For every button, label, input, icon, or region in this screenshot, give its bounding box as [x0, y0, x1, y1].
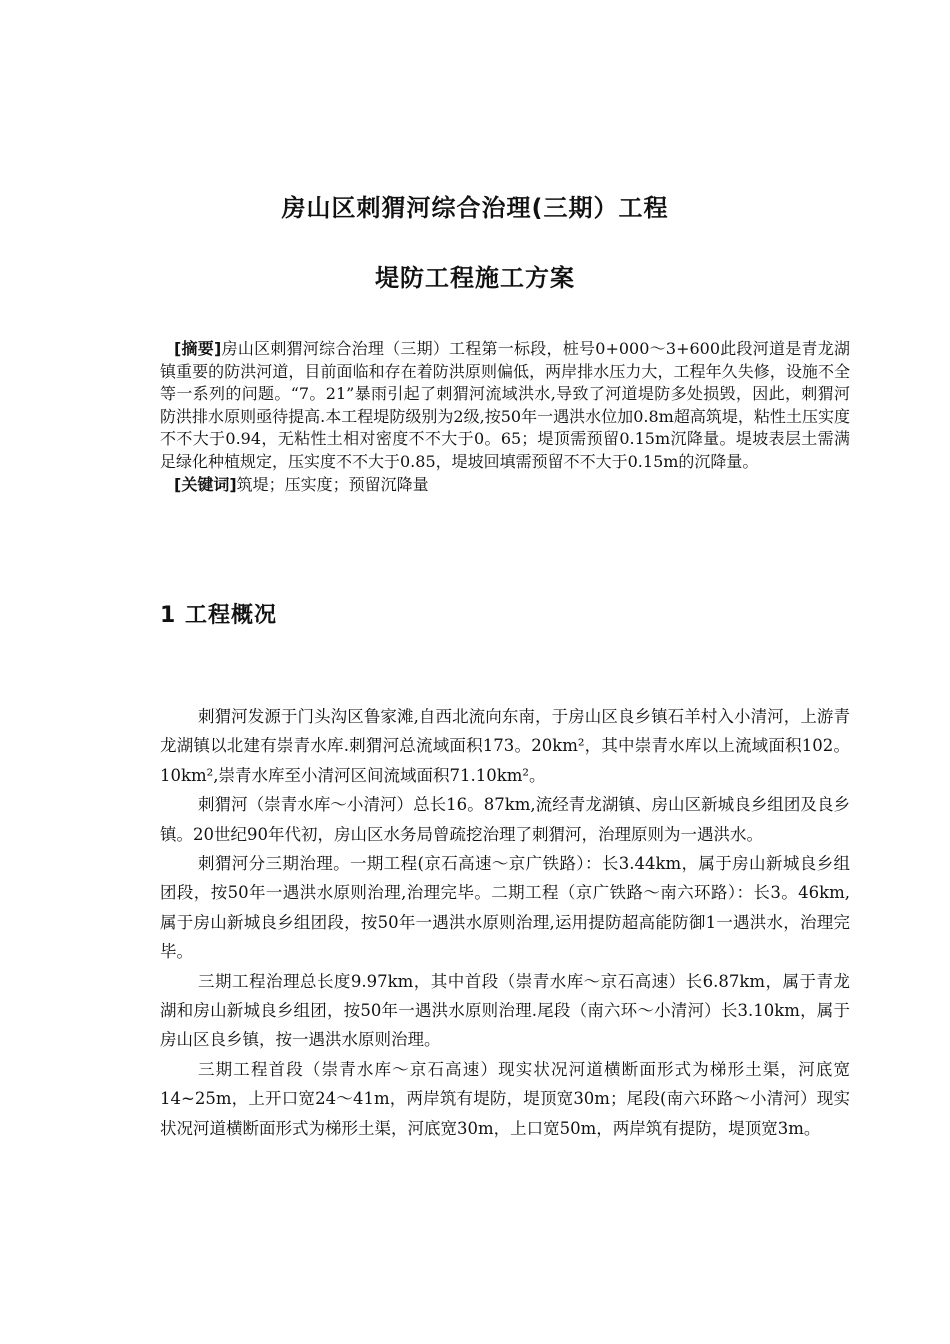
document-subtitle: 堤防工程施工方案 [375, 264, 575, 292]
abstract-block [160, 338, 850, 496]
document-title: 房山区刺猬河综合治理(三期）工程 [281, 194, 669, 222]
body-paragraph: 刺猬河发源于门头沟区鲁家滩,自西北流向东南，于房山区良乡镇石羊村入小清河，上游青龙湖镇以北建有崇青水库.刺猬河总流域面积173。20km²，其中崇青水库以上流域面积102。10km²,崇青水库至小清河区间流域面积71.10km²。 [160, 707, 850, 785]
section-heading: 1 工程概况 [160, 603, 277, 628]
body-paragraph: 刺猬河分三期治理。一期工程(京石高速～京广铁路）：长3.44km，属于房山新城良乡组团段，按50年一遇洪水原则治理,治理完毕。二期工程（京广铁路～南六环路）：长3。46km,属于房山新城良乡组团段，按50年一遇洪水原则治理,运用提防超高能防御1一遇洪水，治理完毕。 [160, 854, 850, 962]
keywords-text: 筑堤；压实度；预留沉降量 [236, 474, 429, 494]
body-paragraph: 刺猬河（崇青水库～小清河）总长16。87km,流经青龙湖镇、房山区新城良乡组团及良乡镇。20世纪90年代初，房山区水务局曾疏挖治理了刺猬河，治理原则为一遇洪水。 [160, 795, 850, 844]
section-body [160, 702, 850, 1143]
keywords-paragraph [160, 474, 850, 497]
abstract-paragraph [160, 338, 850, 474]
body-paragraph: 三期工程首段（崇青水库～京石高速）现实状况河道横断面形式为梯形土渠，河底宽14~25m，上开口宽24～41m，两岸筑有堤防，堤顶宽30m；尾段(南六环路～小清河）现实状况河道横断面形式为梯形土渠，河底宽30m，上口宽50m，两岸筑有提防，堤顶宽3m。 [160, 1059, 850, 1138]
body-paragraph: 三期工程治理总长度9.97km，其中首段（崇青水库～京石高速）长6.87km，属于青龙湖和房山新城良乡组团，按50年一遇洪水原则治理.尾段（南六环～小清河）长3.10km，属于房山区良乡镇，按一遇洪水原则治理。 [160, 971, 850, 1050]
keywords-label: [关键词] [174, 474, 237, 494]
abstract-label: [摘要] [174, 339, 222, 358]
abstract-text: 房山区刺猬河综合治理（三期）工程第一标段，桩号0+000～3+600此段河道是青龙湖镇重要的防洪河道，目前面临和存在着防洪原则偏低，两岸排水压力大，工程年久失修，设施不全等一系列的问题。“7。21”暴雨引起了刺猬河流域洪水,导致了河道堤防多处损毁，因此，刺猬河防洪排水原则亟待提高.本工程堤防级别为2级,按50年一遇洪水位加0.8m超高筑堤，粘性土压实度不不大于0.94，无粘性土相对密度不不大于0。65；堤顶需预留0.15m沉降量。堤坡表层土需满足绿化种植规定，压实度不不大于0.85，堤坡回填需预留不不大于0.15m的沉降量。 [160, 339, 850, 471]
